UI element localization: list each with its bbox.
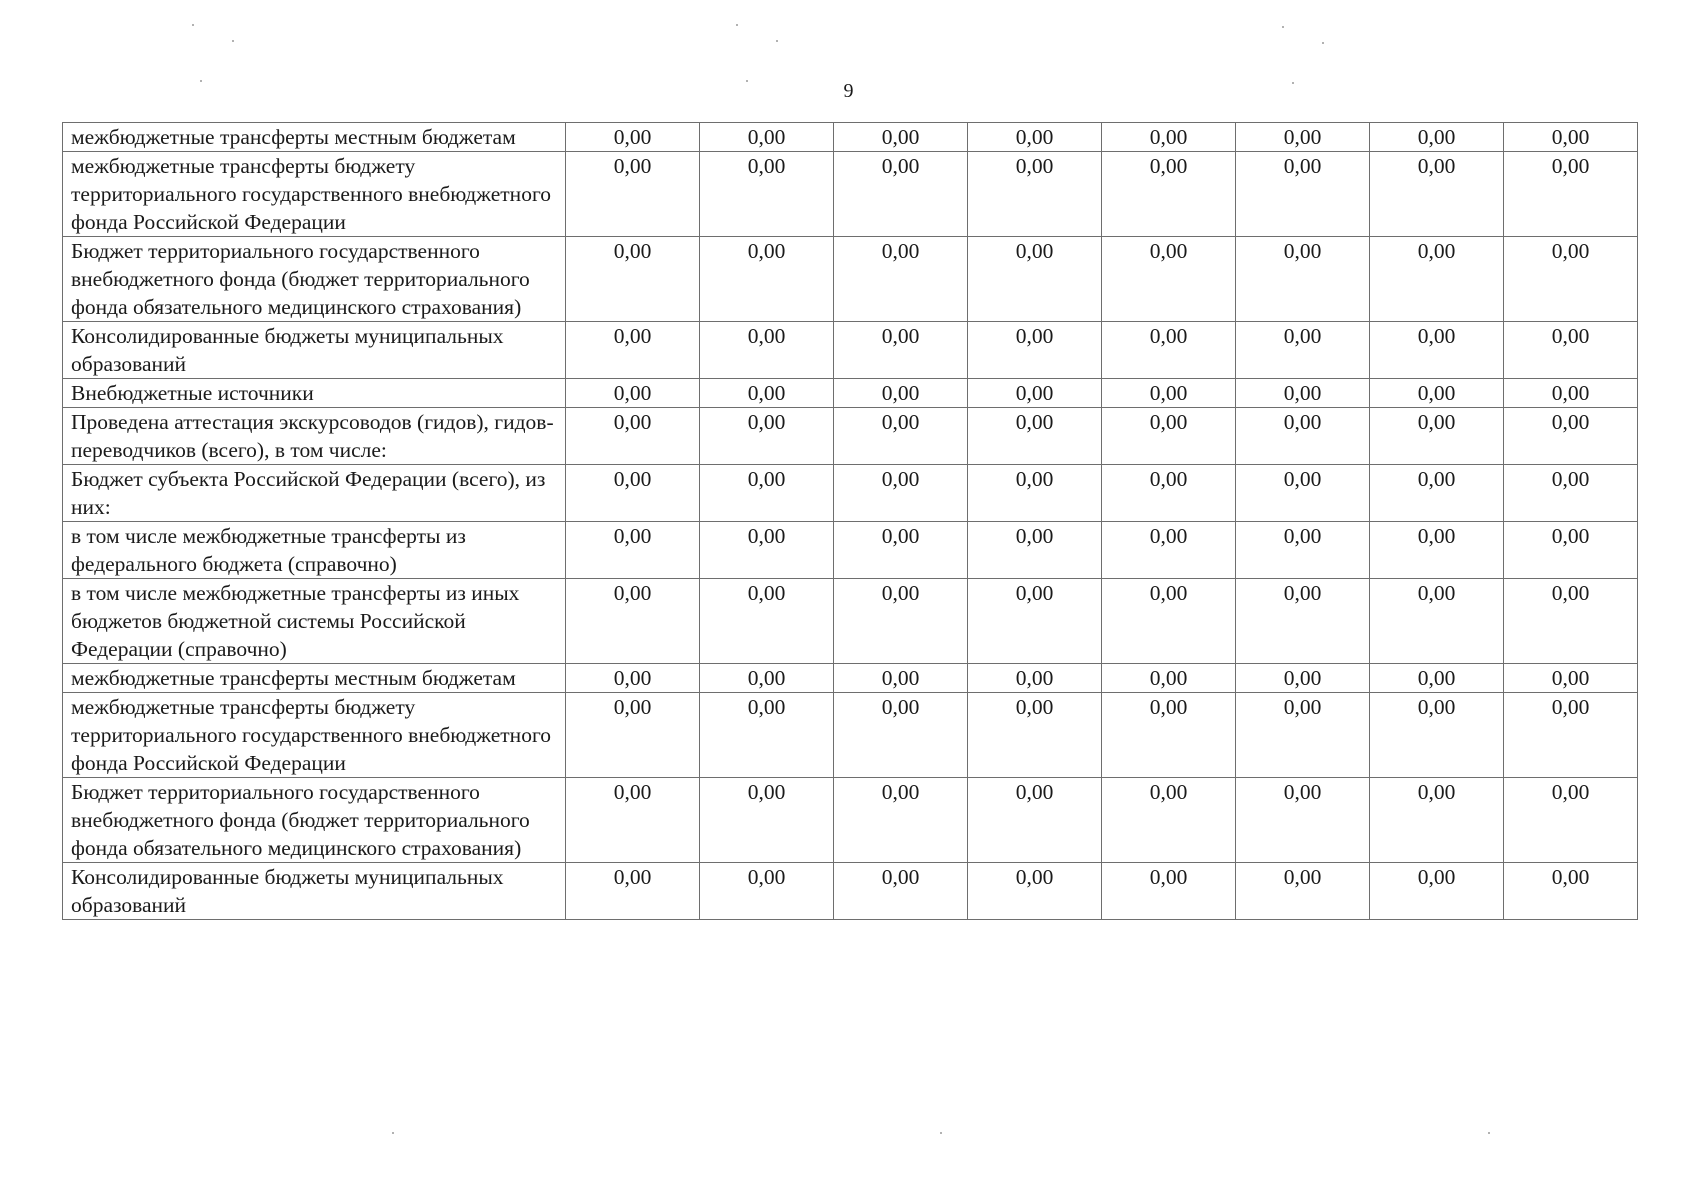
value-cell: 0,00 [834, 693, 968, 778]
table-row [63, 322, 1638, 379]
value-cell: 0,00 [1236, 863, 1370, 920]
value-cell: 0,00 [834, 863, 968, 920]
row-label: Консолидированные бюджеты муниципальных образований [63, 863, 566, 920]
value-cell: 0,00 [1236, 465, 1370, 522]
value-cell: 0,00 [1370, 522, 1504, 579]
table-row [63, 863, 1638, 920]
value-cell: 0,00 [834, 152, 968, 237]
value-cell: 0,00 [1370, 408, 1504, 465]
value-cell: 0,00 [700, 408, 834, 465]
value-cell: 0,00 [700, 237, 834, 322]
value-cell: 0,00 [834, 579, 968, 664]
value-cell: 0,00 [1370, 123, 1504, 152]
value-cell: 0,00 [834, 123, 968, 152]
row-label: Консолидированные бюджеты муниципальных образований [63, 322, 566, 379]
value-cell: 0,00 [1236, 522, 1370, 579]
value-cell: 0,00 [968, 379, 1102, 408]
scan-speck [1322, 42, 1324, 44]
value-cell: 0,00 [968, 522, 1102, 579]
scan-speck [192, 24, 194, 26]
value-cell: 0,00 [1370, 863, 1504, 920]
value-cell: 0,00 [1504, 579, 1638, 664]
value-cell: 0,00 [566, 237, 700, 322]
table-row [63, 522, 1638, 579]
table-row [63, 123, 1638, 152]
value-cell: 0,00 [1236, 693, 1370, 778]
value-cell: 0,00 [834, 465, 968, 522]
value-cell: 0,00 [1236, 408, 1370, 465]
scan-speck [392, 1132, 394, 1134]
row-label: Бюджет субъекта Российской Федерации (всего), из них: [63, 465, 566, 522]
value-cell: 0,00 [834, 322, 968, 379]
value-cell: 0,00 [1102, 123, 1236, 152]
row-label: межбюджетные трансферты бюджету территориального государственного внебюджетного фонда Российской Федерации [63, 693, 566, 778]
value-cell: 0,00 [1236, 579, 1370, 664]
value-cell: 0,00 [968, 408, 1102, 465]
value-cell: 0,00 [1370, 778, 1504, 863]
value-cell: 0,00 [968, 579, 1102, 664]
value-cell: 0,00 [968, 465, 1102, 522]
value-cell: 0,00 [1102, 465, 1236, 522]
value-cell: 0,00 [700, 322, 834, 379]
row-label: в том числе межбюджетные трансферты из иных бюджетов бюджетной системы Российской Федерации (справочно) [63, 579, 566, 664]
value-cell: 0,00 [566, 863, 700, 920]
value-cell: 0,00 [566, 693, 700, 778]
value-cell: 0,00 [968, 778, 1102, 863]
value-cell: 0,00 [1102, 379, 1236, 408]
budget-table [62, 122, 1638, 920]
scan-speck [736, 24, 738, 26]
value-cell: 0,00 [700, 379, 834, 408]
value-cell: 0,00 [700, 152, 834, 237]
value-cell: 0,00 [1504, 465, 1638, 522]
value-cell: 0,00 [1370, 693, 1504, 778]
value-cell: 0,00 [1370, 379, 1504, 408]
value-cell: 0,00 [566, 465, 700, 522]
table-row [63, 408, 1638, 465]
value-cell: 0,00 [1102, 579, 1236, 664]
value-cell: 0,00 [1236, 778, 1370, 863]
value-cell: 0,00 [700, 123, 834, 152]
value-cell: 0,00 [968, 123, 1102, 152]
value-cell: 0,00 [1504, 778, 1638, 863]
value-cell: 0,00 [834, 379, 968, 408]
table-row [63, 237, 1638, 322]
value-cell: 0,00 [700, 778, 834, 863]
page-number: 9 [843, 80, 854, 102]
value-cell: 0,00 [1504, 408, 1638, 465]
value-cell: 0,00 [968, 237, 1102, 322]
scan-speck [776, 40, 778, 42]
value-cell: 0,00 [1370, 237, 1504, 322]
row-label: Бюджет территориального государственного внебюджетного фонда (бюджет территориального фонда обязательного медицинского страхования) [63, 778, 566, 863]
table-row [63, 379, 1638, 408]
value-cell: 0,00 [700, 664, 834, 693]
value-cell: 0,00 [566, 579, 700, 664]
table-row [63, 664, 1638, 693]
value-cell: 0,00 [834, 778, 968, 863]
value-cell: 0,00 [566, 379, 700, 408]
scan-speck [232, 40, 234, 42]
value-cell: 0,00 [1236, 322, 1370, 379]
value-cell: 0,00 [566, 408, 700, 465]
value-cell: 0,00 [566, 123, 700, 152]
value-cell: 0,00 [1236, 237, 1370, 322]
value-cell: 0,00 [566, 778, 700, 863]
value-cell: 0,00 [1102, 237, 1236, 322]
row-label: Бюджет территориального государственного внебюджетного фонда (бюджет территориального фонда обязательного медицинского страхования) [63, 237, 566, 322]
value-cell: 0,00 [1236, 123, 1370, 152]
row-label: в том числе межбюджетные трансферты из федерального бюджета (справочно) [63, 522, 566, 579]
value-cell: 0,00 [1236, 152, 1370, 237]
value-cell: 0,00 [1102, 693, 1236, 778]
value-cell: 0,00 [1236, 379, 1370, 408]
value-cell: 0,00 [1102, 664, 1236, 693]
value-cell: 0,00 [1504, 152, 1638, 237]
value-cell: 0,00 [834, 522, 968, 579]
value-cell: 0,00 [834, 237, 968, 322]
value-cell: 0,00 [1370, 322, 1504, 379]
table-row [63, 465, 1638, 522]
value-cell: 0,00 [968, 152, 1102, 237]
value-cell: 0,00 [700, 579, 834, 664]
value-cell: 0,00 [1504, 522, 1638, 579]
value-cell: 0,00 [700, 522, 834, 579]
row-label: межбюджетные трансферты бюджету территориального государственного внебюджетного фонда Российской Федерации [63, 152, 566, 237]
value-cell: 0,00 [1102, 322, 1236, 379]
row-label: Внебюджетные источники [63, 379, 566, 408]
value-cell: 0,00 [1102, 152, 1236, 237]
value-cell: 0,00 [1102, 408, 1236, 465]
value-cell: 0,00 [1370, 465, 1504, 522]
value-cell: 0,00 [1102, 778, 1236, 863]
value-cell: 0,00 [1504, 664, 1638, 693]
value-cell: 0,00 [968, 664, 1102, 693]
value-cell: 0,00 [834, 664, 968, 693]
value-cell: 0,00 [1236, 664, 1370, 693]
table-row [63, 693, 1638, 778]
value-cell: 0,00 [968, 322, 1102, 379]
value-cell: 0,00 [1102, 863, 1236, 920]
value-cell: 0,00 [700, 693, 834, 778]
scan-speck [940, 1132, 942, 1134]
scan-speck [1282, 26, 1284, 28]
scan-speck [1488, 1132, 1490, 1134]
table-body [63, 123, 1638, 920]
value-cell: 0,00 [566, 152, 700, 237]
table-row [63, 778, 1638, 863]
value-cell: 0,00 [1504, 379, 1638, 408]
value-cell: 0,00 [968, 693, 1102, 778]
value-cell: 0,00 [1504, 863, 1638, 920]
value-cell: 0,00 [1370, 664, 1504, 693]
value-cell: 0,00 [700, 465, 834, 522]
value-cell: 0,00 [566, 664, 700, 693]
table-row [63, 579, 1638, 664]
value-cell: 0,00 [1370, 152, 1504, 237]
value-cell: 0,00 [700, 863, 834, 920]
row-label: межбюджетные трансферты местным бюджетам [63, 664, 566, 693]
value-cell: 0,00 [1102, 522, 1236, 579]
value-cell: 0,00 [566, 522, 700, 579]
value-cell: 0,00 [1370, 579, 1504, 664]
row-label: Проведена аттестация экскурсоводов (гидов), гидов-переводчиков (всего), в том числе: [63, 408, 566, 465]
value-cell: 0,00 [566, 322, 700, 379]
value-cell: 0,00 [1504, 322, 1638, 379]
value-cell: 0,00 [1504, 123, 1638, 152]
table-row [63, 152, 1638, 237]
value-cell: 0,00 [1504, 693, 1638, 778]
value-cell: 0,00 [1504, 237, 1638, 322]
value-cell: 0,00 [834, 408, 968, 465]
row-label: межбюджетные трансферты местным бюджетам [63, 123, 566, 152]
value-cell: 0,00 [968, 863, 1102, 920]
